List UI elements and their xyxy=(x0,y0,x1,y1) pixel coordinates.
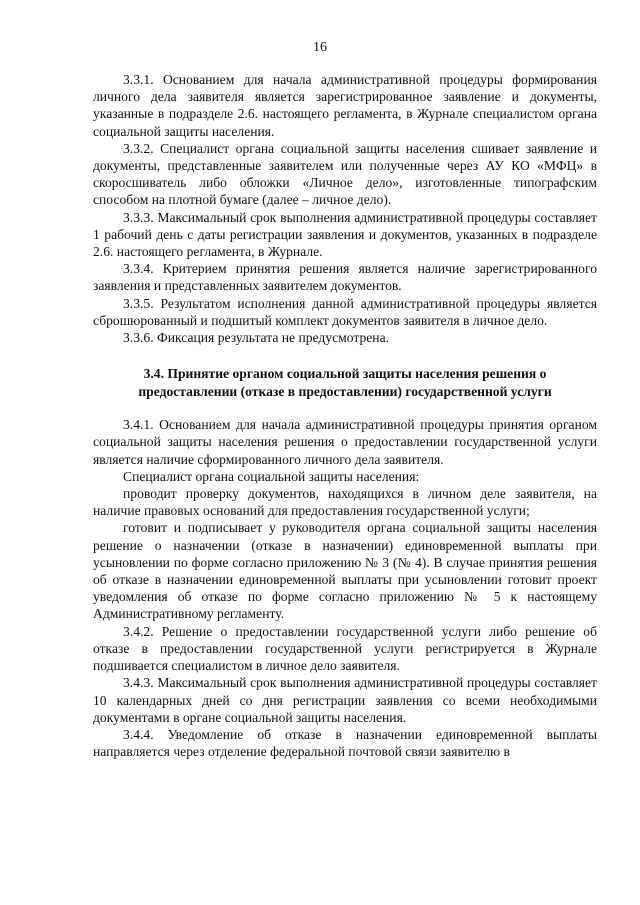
paragraph-3-3-6: 3.3.6. Фиксация результата не предусмотрена. xyxy=(123,330,390,346)
paragraph-3-4-2: 3.4.2. Решение о предоставлении государственной услуги либо решение об отказе в предоставлении государственной услуги регистрируется в Журнале подшивается специалистом в личное дело заявителя. xyxy=(93,623,597,674)
paragraph-3-4-3: 3.4.3. Максимальный срок выполнения административной процедуры составляет 10 календарных дней со дня регистрации заявления со всеми необходимыми документами в органе социальной защиты населения. xyxy=(93,675,597,725)
paragraph-3-4-1: 3.4.1. Основанием для начала административной процедуры принятия органом социальной защиты населения решения о предоставлении государственной услуги является наличие сформированного личного дела заявителя. xyxy=(93,417,597,467)
paragraph-prepare-decision: готовит и подписывает у руководителя органа социальной защиты населения решение о назначении (отказе в назначении) единовременной выплаты при усыновлении по форме согласно приложению № 3 (№ 4). В случае принятия решения об отказе в назначении единовременной выплаты при усыновлении готовит проект уведомления об отказе по форме согласно приложению № 5 к настоящему Административному регламенту. xyxy=(93,520,597,622)
page-content xyxy=(93,71,597,760)
page-number: 16 xyxy=(313,40,327,55)
paragraph-3-3-4: 3.3.4. Критерием принятия решения является наличие зарегистрированного заявления и представленных заявителем документов. xyxy=(93,261,597,294)
paragraph-3-3-3: 3.3.3. Максимальный срок выполнения административной процедуры составляет 1 рабочий день с даты регистрации заявления и документов, указанных в подразделе 2.6. настоящего регламента, в Журнале. xyxy=(93,209,597,260)
paragraph-check-documents: проводит проверку документов, находящихся в личном деле заявителя, на наличие правовых оснований для предоставления государственной услуги; xyxy=(93,486,597,519)
paragraph-3-3-2: 3.3.2. Специалист органа социальной защиты населения сшивает заявление и документы, представленные заявителем или полученные через АУ КО «МФЦ» в скоросшиватель либо обложки «Личное дело», изготовленные типографским способом на плотной бумаге (далее – личное дело). xyxy=(93,140,597,208)
paragraph-3-3-1: 3.3.1. Основанием для начала административной процедуры формирования личного дела заявителя является зарегистрированное заявление и документы, указанные в подразделе 2.6. настоящего регламента, в Журнале специалистом органа социальной защиты населения. xyxy=(93,72,597,139)
paragraph-3-4-4: 3.4.4. Уведомление об отказе в назначении единовременной выплаты направляется через отделение федеральной почтовой связи заявителю в xyxy=(93,726,597,760)
paragraph-3-3-5: 3.3.5. Результатом исполнения данной административной процедуры является сброшюрованный и подшитый комплект документов заявителя в личное дело. xyxy=(93,295,597,328)
paragraph-specialist-intro: Специалист органа социальной защиты населения: xyxy=(123,468,420,484)
section-heading-3-4: 3.4. Принятие органом социальной защиты населения решения о предоставлении (отказе в предоставлении) государственной услуги xyxy=(138,366,552,399)
